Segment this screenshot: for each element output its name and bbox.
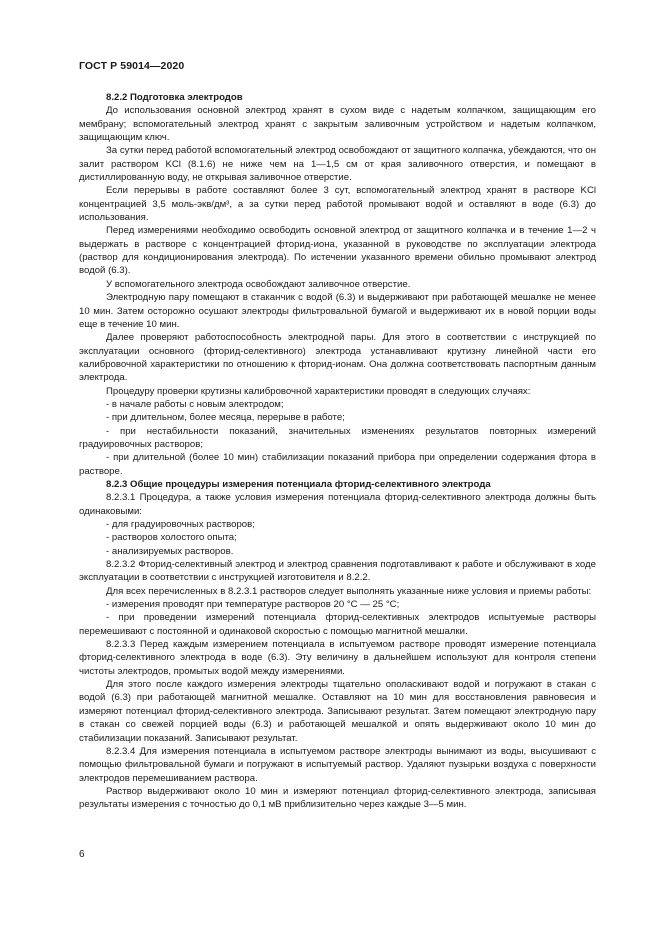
list-item: - при проведении измерений потенциала фторид-селективных электродов испытуемые растворы перемешивают с постоянной и одинаковой скоростью с помощью магнитной мешалки. [79, 612, 596, 637]
paragraph: Раствор выдерживают около 10 мин и измеряют потенциал фторид-селективного электрода, записывая результаты измерения с точностью до 0,1 мВ приблизительно через каждые 3—5 мин. [79, 785, 596, 811]
paragraph: Для этого после каждого измерения электроды тщательно ополаскивают водой и погружают в стакан с водой (6.3) при работающей магнитной мешалке. Оставляют на 10 мин для восстановления равновесия и измеряют потенциал фторид-селективного электрода. Записывают результат. Затем помещают электродную пару в стакан со свежей порцией воды (6.3) и работающей мешалкой и опять выдерживают около 10 мин до стабилизации показаний. Записывают результат. [79, 679, 596, 744]
list-item: - для градуировочных растворов; [106, 519, 255, 530]
section-heading: 8.2.2 Подготовка электродов [106, 92, 243, 103]
paragraph: 8.2.3.4 Для измерения потенциала в испытуемом растворе электроды вынимают из воды, высушивают с помощью фильтровальной бумаги и погружают в испытуемый раствор. Удаляют пузырьки воздуха с поверхности электродов перемешиванием раствора. [79, 745, 596, 784]
paragraph: До использования основной электрод хранят в сухом виде с надетым колпачком, защищающим его мембрану; вспомогательный электрод хранят с закрытым заливочным устройством и надетым колпачком, защищающим ключ. [79, 105, 596, 144]
paragraph: За сутки перед работой вспомогательный электрод освобождают от защитного колпачка, убеждаются, что он залит раствором KCl (8.1.6) не ниже чем на 1—1,5 см от края заливочного отверстия, и помещают в дистиллированную воду, не открывая заливочное отверстие. [79, 145, 596, 184]
list-item: - при нестабильности показаний, значительных изменениях результатов повторных измерений градуировочных растворов; [79, 425, 596, 450]
list-item: - растворов холостого опыта; [106, 532, 237, 544]
document-body [79, 91, 596, 812]
page-number: 6 [79, 849, 85, 860]
standard-header: ГОСТ Р 59014—2020 [79, 60, 185, 72]
list-item: - при длительной (более 10 мин) стабилизации показаний прибора при определении содержания фтора в растворе. [79, 452, 596, 477]
paragraph: У вспомогательного электрода освобождают заливочное отверстие. [106, 278, 411, 290]
paragraph: Для всех перечисленных в 8.2.3.1 растворов следует выполнять указанные ниже условия и приемы работы: [106, 585, 592, 597]
paragraph: Далее проверяют работоспособность электродной пары. Для этого в соответствии с инструкцией по эксплуатации основного (фторид-селективного) электрода устанавливают крутизну линейной части его калибровочной характеристики по отношению к фторид-ионам. Она должна соответствовать паспортным данным электрода. [79, 332, 596, 384]
section-heading: 8.2.3 Общие процедуры измерения потенциала фторид-селективного электрода [106, 478, 491, 490]
paragraph: Перед измерениями необходимо освободить основной электрод от защитного колпачка и в течение 1—2 ч выдержать в растворе с концентрацией фторид-иона, указанной в руководстве по эксплуатации электрода (раствор для кондиционирования электрода). По истечении указанного времени обильно промывают электрод водой (6.3). [79, 225, 596, 277]
list-item: - в начале работы с новым электродом; [106, 398, 284, 410]
list-item: - измерения проводят при температуре растворов 20 °С — 25 °С; [106, 599, 400, 611]
list-item: - анализируемых растворов. [106, 545, 234, 557]
paragraph: Процедуру проверки крутизны калибровочной характеристики проводят в следующих случаях: [106, 385, 531, 397]
paragraph: 8.2.3.1 Процедура, а также условия измерения потенциала фторид-селективного электрода должны быть одинаковыми: [79, 492, 596, 517]
paragraph: 8.2.3.3 Перед каждым измерением потенциала в испытуемом растворе проводят измерение потенциала фторид-селективного электрода в воде (6.3). Эту величину в дальнейшем используют для контроля степени чистоты электродов, промытых водой между измерениями. [79, 639, 596, 677]
paragraph: Если перерывы в работе составляют более 3 сут, вспомогательный электрод хранят в растворе KCl концентрацией 3,5 моль-экв/дм³, а за сутки перед работой промывают водой и оставляют в воде (6.3) до использования. [79, 185, 596, 224]
list-item: - при длительном, более месяца, перерыве в работе; [106, 412, 345, 424]
paragraph: 8.2.3.2 Фторид-селективный электрод и электрод сравнения подготавливают к работе и обслуживают в ходе эксплуатации в соответствии с инструкцией изготовителя и 8.2.2. [79, 559, 596, 584]
paragraph: Электродную пару помещают в стаканчик с водой (6.3) и выдерживают при работающей мешалке не менее 10 мин. Затем осторожно осушают электроды фильтровальной бумагой и выдерживают их в новой порции воды еще в течение 10 мин. [79, 292, 596, 330]
